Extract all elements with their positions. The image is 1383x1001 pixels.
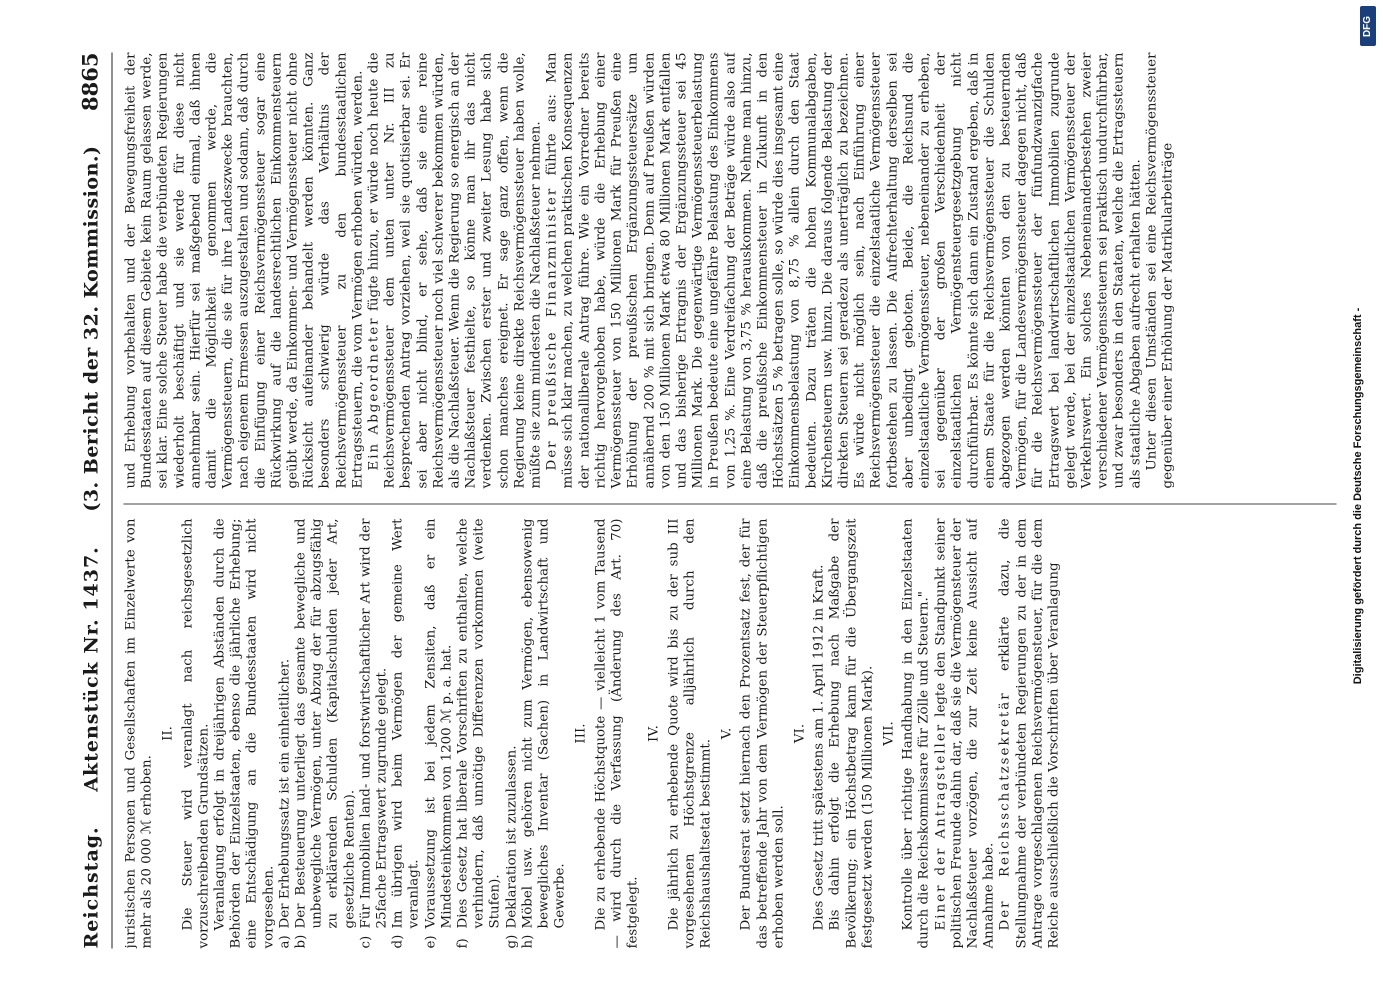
list-text: Voraussetzung ist bei jedem Zensiten, daß er ein Mindesteinkommen von 1200 ℳ p. a. hat. [423, 518, 455, 929]
dfg-logo [1360, 6, 1376, 46]
credit-text: Digitalisierung gefördert durch die Deutsche Forschungsgemeinschaft - [1352, 307, 1364, 685]
list-item [294, 519, 359, 949]
paragraph-text: fügte hinzu, er würde noch heute die Reichsvermögenssteuer dem unten unter Nr. III zu besprechenden Antrag vorziehen, weil sie quotisierbar sei. Er sei aber nicht blind, er sehe, daß sie eine reine Reichsvermögenssteuer noch viel schwerer bekommen würden, als die Nachlaßsteuer. Wenn die Regierung so energisch an der Nachlaßsteuer festhielte, so könne man ihr das nicht verdenken. Zwischen erster und zweiter Lesung habe sich schon manches ereignet. Er sage ganz offen, wenn die Regierung keine direkte Reichsvermögenssteuer haben wolle, müßte sie zum mindesten die Nachlaßsteuer nehmen. [366, 52, 544, 489]
list-marker: b) [293, 934, 309, 949]
left-column [124, 519, 1337, 949]
header-report-label: (3. Bericht der 32. Kommission.) [80, 145, 103, 512]
section-heading: III. [573, 723, 589, 744]
list-item [456, 519, 505, 949]
paragraph: Die jährlich zu erhebende Quote wird bis zu der sub III vorgesehenen Höchstgrenze alljährlich durch den Reichshaushaltsetat bestimmt. [666, 518, 714, 949]
paragraph: und Erhebung vorbehalten und der Bewegungsfreiheit der Bundesstaaten auf diesem Gebiete kein Raum gelassen werde, sei klar. Eine solche Steuer habe die verbündeten Regierungen wiederholt beschäftigt und sie werde für diese nicht annehmbar sein. Hierfür sei maßgebend einmal, daß ihnen damit die Möglichkeit genommen werde, die Vermögenssteuern, die sie für ihre Landeszwecke brauchten, nach eigenem Ermessen auszugestalten und sodann, daß durch die Einfügung einer Reichsvermögenssteuer sogar eine Rückwirkung auf die landesrechtlichen Einkommensteuern geübt werde, da Einkommen- und Vermögenssteuer nicht ohne Rücksicht aufeinander behandelt werden könnten. Ganz besonders schwierig würde das Verhältnis der Reichsvermögenssteuer zu den bundesstaatlichen Ertragssteuern, die vom Vermögen erhoben würden, werden. [123, 52, 366, 489]
list-text: Dies Gesetz hat liberale Vorschriften zu enthalten, welche verhindern, daß unnötige Differenzen vorkommen (weite Stufen). [455, 518, 503, 929]
column-divider [124, 504, 1337, 505]
paragraph [367, 53, 545, 489]
paragraph: Kontrolle über richtige Handhabung in den Einzelstaaten durch die Reichskommissare für Zölle und Steuern." [900, 518, 932, 949]
page-number: 8865 [77, 52, 103, 111]
speaker-name: Ein Abgeordneter [366, 316, 382, 471]
speaker-name: Der preußische Finanzminister [544, 186, 560, 471]
paragraph: Unter diesen Umständen sei eine Reichsvermögenssteuer gegenüber einer Erhöhung der Matrikularbeiträge [1144, 52, 1176, 489]
section-heading: II. [160, 726, 176, 741]
speaker-name: Einer der Antragsteller [933, 722, 949, 931]
right-column [124, 53, 1337, 489]
list-marker: f) [455, 938, 471, 949]
section-heading: V. [719, 727, 735, 740]
list-item [277, 519, 293, 949]
list-marker: h) [520, 934, 536, 949]
paragraph: Dies Gesetz tritt spätestens am 1. April 1912 in Kraft. [811, 564, 827, 931]
paragraph [545, 53, 1145, 489]
digitization-credit [1345, 26, 1371, 976]
list-text: Der Besteuerung unterliegt das gesamte bewegliche und unbewegliche Vermögen, unter Abzug der für abzugsfähig zu erklärenden Schulden (Kapitalschulden jeder Art, gesetzliche Renten). [293, 518, 358, 929]
paragraph: Die zu erhebende Höchstquote — vielleicht 1 vom Tausend — wird durch die Verfassung (Änderung des Art. 70) festgelegt. [593, 518, 641, 949]
dfg-logo-text: DFG [1362, 15, 1374, 37]
list-marker: d) [390, 934, 406, 949]
list-marker: g) [504, 934, 520, 949]
paragraph-text: führte aus: Man müsse sich klar machen, zu welchen praktischen Konsequenzen der nationalliberale Antrag führe. Wie ein Vorredner bereits richtig hervorgehoben habe, würde die Erhebung einer Vermögenssteuer von 150 Millionen Mark für Preußen eine Erhöhung der preußischen Ergänzungssteuersätze um annähernd 200 % mit sich bringen. Denn auf Preußen würden von den 150 Millionen Mark etwa 80 Millionen Mark entfallen und das bisherige Ertragnis der Ergänzungssteuer sei 45 Millionen Mark. Die gegenwärtige Vermögenssteuerbelastung in Preußen bedeute eine ungefähre Belastung des Einkommens von 1,25 %. Eine Verdreifachung der Beträge würde also auf eine Belastung von 3,75 % herauskommen. Nehme man hinzu, daß die preußische Einkommensteuer in Zukunft in den Höchstsätzen 5 % betragen solle, so würde dies insgesamt eine Einkommensbelastung von 8,75 % allein durch den Staat bedeuten. Dazu träten die hohen Kommunalabgaben, Kirchensteuern usw. hinzu. Die daraus folgende Belastung der direkten Steuern sei geradezu als unerträglich zu bezeichnen. Es würde nicht möglich sein, nach Einführung einer Reichsvermögenssteuer die einzelstaatliche Vermögenssteuer fortbestehen zu lassen. Die Aufrechterhaltung derselben sei aber unbedingt geboten. Beide, die Reichsund die einzelstaatliche Vermögenssteuer, nebeneinander zu erheben, sei gegenüber der großen Verschiedenheit der einzelstaatlichen Vermögensteuergesetzgebung nicht durchführbar. Es könnte sich dann ein Zustand ergeben, daß in einem Staate für die Reichsvermögenssteuer die Schulden abgezogen werden könnten von den zu besteuernden Vermögen, für die Landesvermögenssteuer dagegen nicht, daß für die Reichsvermögenssteuer der fünfundzwanzigfache Ertragswert bei landwirtschaftlichen Immobilien zugrunde gelegt werde, bei der einzelstaatlichen Vermögenssteuer der Verkehrswert. Ein solches Nebeneinanderbestehen zweier verschiedener Vermögenssteuern sei praktisch undurchführbar, und zwar besonders in den Staaten, welche die Ertragssteuern als staatliche Abgaben aufrecht erhalten hätten. [544, 52, 1144, 489]
section-heading: VII. [881, 721, 897, 746]
paragraph: Bis dahin erfolgt die Erhebung nach Maßgabe der Bevölkerung; ein Höchstbetrag kann für die Übergangszeit festgesetzt werden (150 Millionen Mark). [827, 518, 876, 949]
list-item [423, 519, 455, 949]
paragraph [933, 519, 998, 949]
list-text: Möbel usw. gehören nicht zum Vermögen, ebensowenig bewegliches Inventar (Sachen) in Landwirtschaft und Gewerbe. [520, 518, 568, 929]
list-marker: c) [358, 935, 374, 949]
list-marker: e) [423, 935, 439, 949]
paragraph-text: legte den Standpunkt seiner politischen Freunde dahin dar, daß sie die Vermögensteuer der Nachlaßsteuer vorzögen, die zur Zeit keine Aussicht auf Annahme habe. [933, 518, 997, 949]
header-left-title: Reichstag. [80, 826, 103, 949]
list-item [520, 519, 569, 949]
provision-list [277, 519, 569, 949]
document-page [0, 1, 1383, 1001]
paragraph: Die Steuer wird veranlagt nach reichsgesetzlich vorzuschreibenden Grundsätzen. [180, 518, 212, 949]
list-item [504, 519, 520, 949]
list-text: Deklaration ist zuzulassen. [504, 745, 520, 929]
list-marker: a) [277, 935, 293, 949]
list-text: Im übrigen wird beim Vermögen der gemeine Wert veranlagt. [390, 518, 422, 929]
section-heading: VI. [792, 723, 808, 744]
paragraph: Veranlagung erfolgt in dreijährigen Abständen durch die Behörden der Einzelstaaten, ebenso die jährliche Erhebung; eine Entschädigung an die Bundesstaaten wird nicht vorgesehen. [212, 518, 277, 949]
header-document-label: Aktenstück Nr. 1437. [80, 546, 103, 792]
list-text: Für Immobilien land- und forstwirtschaftlicher Art wird der 25fache Ertragswert zugrunde gelegt. [358, 518, 390, 929]
paragraph: Der Bundesrat setzt hiernach den Prozentsatz fest, der für das betreffende Jahr von dem Vermögen der Steuerpflichtigen erhoben werden soll. [738, 518, 787, 949]
paragraph: juristischen Personen und Gesellschaften im Einzelwerte von mehr als 20 000 ℳ erhoben. [123, 518, 155, 949]
list-text: Der Erhebungssatz ist ein einheitlicher. [277, 658, 293, 929]
list-item [391, 519, 423, 949]
section-heading: IV. [646, 725, 662, 742]
paragraph-text: erklärte dazu, die Stellungnahme der verbündeten Regierungen zu der in dem Antrage vorgeschlagenen Reichsvermögensteuer, für die dem Reiche ausschließlich die Vorschriften über Veranlagung [997, 518, 1062, 949]
paragraph [998, 519, 1063, 949]
list-item [358, 519, 390, 949]
speaker-name: Der Reichsschatzsekretär [997, 691, 1013, 931]
page-header [78, 53, 113, 949]
